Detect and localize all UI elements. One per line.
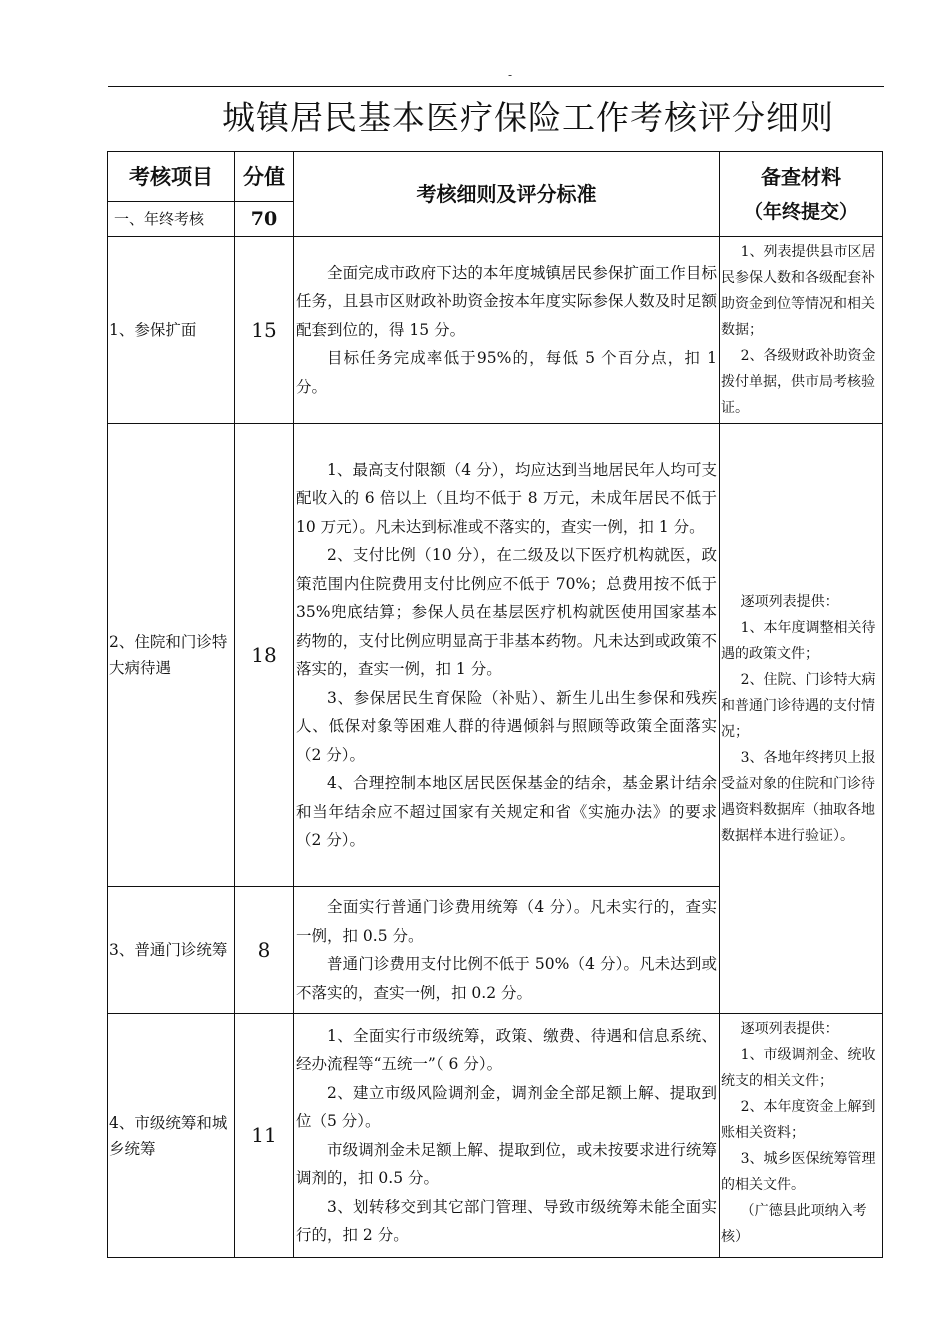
row-materials <box>720 1014 883 1258</box>
header-materials <box>720 152 883 237</box>
header-materials-title: 备查材料 <box>761 164 841 189</box>
criteria-paragraph: 2、支付比例（10 分），在二级及以下医疗机构就医，政策范围内住院费用支付比例应不低于 70%；总费用按不低于 35%兜底结算；参保人员在基层医疗机构就医使用国家基本药物的，支付比例应明显高于非基本药物。凡未达到或政策不落实的，查实一例，扣 1 分。 <box>296 546 717 678</box>
header-criteria: 考核细则及评分标准 <box>294 152 720 237</box>
materials-line: 1、市级调剂金、统收统支的相关文件； <box>721 1047 876 1089</box>
criteria-paragraph: 3、参保居民生育保险（补贴）、新生儿出生参保和残疾人、低保对象等困难人群的待遇倾斜与照顾等政策全面落实（2 分）。 <box>296 688 717 764</box>
header-rule <box>108 86 884 87</box>
row-score: 15 <box>235 237 294 424</box>
criteria-paragraph: 普通门诊费用支付比例不低于 50%（4 分）。凡未达到或不落实的，查实一例，扣 0.2 分。 <box>296 955 717 1002</box>
header-materials-note: （年终提交） <box>743 200 858 223</box>
section-score: 70 <box>235 202 294 237</box>
materials-line: 2、本年度资金上解到账相关资料； <box>721 1099 876 1141</box>
row-item: 3、普通门诊统筹 <box>108 887 235 1014</box>
materials-line: 3、各地年终拷贝上报受益对象的住院和门诊待遇资料数据库（抽取各地数据样本进行验证）。 <box>721 749 876 844</box>
row-item: 2、住院和门诊特大病待遇 <box>108 424 235 887</box>
materials-line: 逐项列表提供： <box>740 593 839 610</box>
row-criteria <box>294 1014 720 1258</box>
criteria-paragraph: 1、最高支付限额（4 分），均应达到当地居民年人均可支配收入的 6 倍以上（且均不低于 8 万元，未成年居民不低于 10 万元）。凡未达到标准或不落实的，查实一例，扣 1 分。 <box>296 460 717 536</box>
assessment-table <box>107 151 883 1258</box>
criteria-paragraph: 1、全面实行市级统筹，政策、缴费、待遇和信息系统、经办流程等“五统一”（ 6 分）。 <box>296 1026 717 1073</box>
row-item: 1、参保扩面 <box>108 237 235 424</box>
row-criteria <box>294 424 720 887</box>
criteria-paragraph: 4、合理控制本地区居民医保基金的结余，基金累计结余和当年结余应不超过国家有关规定和省《实施办法》的要求（2 分）。 <box>296 774 717 849</box>
table-row <box>108 237 883 424</box>
header-score: 分值 <box>235 152 294 202</box>
criteria-paragraph: 全面实行普通门诊费用统筹（4 分）。凡未实行的，查实一例，扣 0.5 分。 <box>296 898 717 945</box>
criteria-paragraph: 3、划转移交到其它部门管理、导致市级统筹未能全面实行的，扣 2 分。 <box>296 1197 717 1244</box>
criteria-paragraph: 市级调剂金未足额上解、提取到位，或未按要求进行统筹调剂的，扣 0.5 分。 <box>296 1140 717 1187</box>
row-score: 18 <box>235 424 294 887</box>
row-item: 4、市级统筹和城乡统筹 <box>108 1014 235 1258</box>
row-score: 11 <box>235 1014 294 1258</box>
table-row <box>108 424 883 887</box>
materials-line: 2、各级财政补助资金拨付单据，供市局考核验证。 <box>721 348 876 416</box>
header-row <box>108 152 883 202</box>
materials-line: 逐项列表提供： <box>740 1021 839 1037</box>
header-item: 考核项目 <box>108 152 235 202</box>
criteria-paragraph: 目标任务完成率低于95%的，每低 5 个百分点，扣 1 分。 <box>296 349 717 396</box>
row-materials <box>720 237 883 424</box>
materials-line: 1、列表提供县市区居民参保人数和各级配套补助资金到位等情况和相关数据； <box>721 244 876 338</box>
criteria-paragraph: 2、建立市级风险调剂金，调剂金全部足额上解、提取到位（5 分）。 <box>296 1083 717 1130</box>
section-label: 一、年终考核 <box>108 202 235 237</box>
table-row <box>108 1014 883 1258</box>
row-criteria <box>294 237 720 424</box>
row-materials <box>720 424 883 1014</box>
materials-line: （广德县此项纳入考核） <box>721 1203 867 1245</box>
criteria-paragraph: 全面完成市政府下达的本年度城镇居民参保扩面工作目标任务，且县市区财政补助资金按本年度实际参保人数及时足额配套到位的，得 15 分。 <box>296 263 717 339</box>
document-title: 城镇居民基本医疗保险工作考核评分细则 <box>222 98 834 137</box>
row-score: 8 <box>235 887 294 1014</box>
materials-line: 3、城乡医保统筹管理的相关文件。 <box>721 1151 876 1193</box>
materials-line: 1、本年度调整相关待遇的政策文件； <box>721 619 876 662</box>
materials-line: 2、住院、门诊特大病和普通门诊待遇的支付情况； <box>721 671 876 740</box>
header-mark: - <box>508 68 513 82</box>
row-criteria <box>294 887 720 1014</box>
